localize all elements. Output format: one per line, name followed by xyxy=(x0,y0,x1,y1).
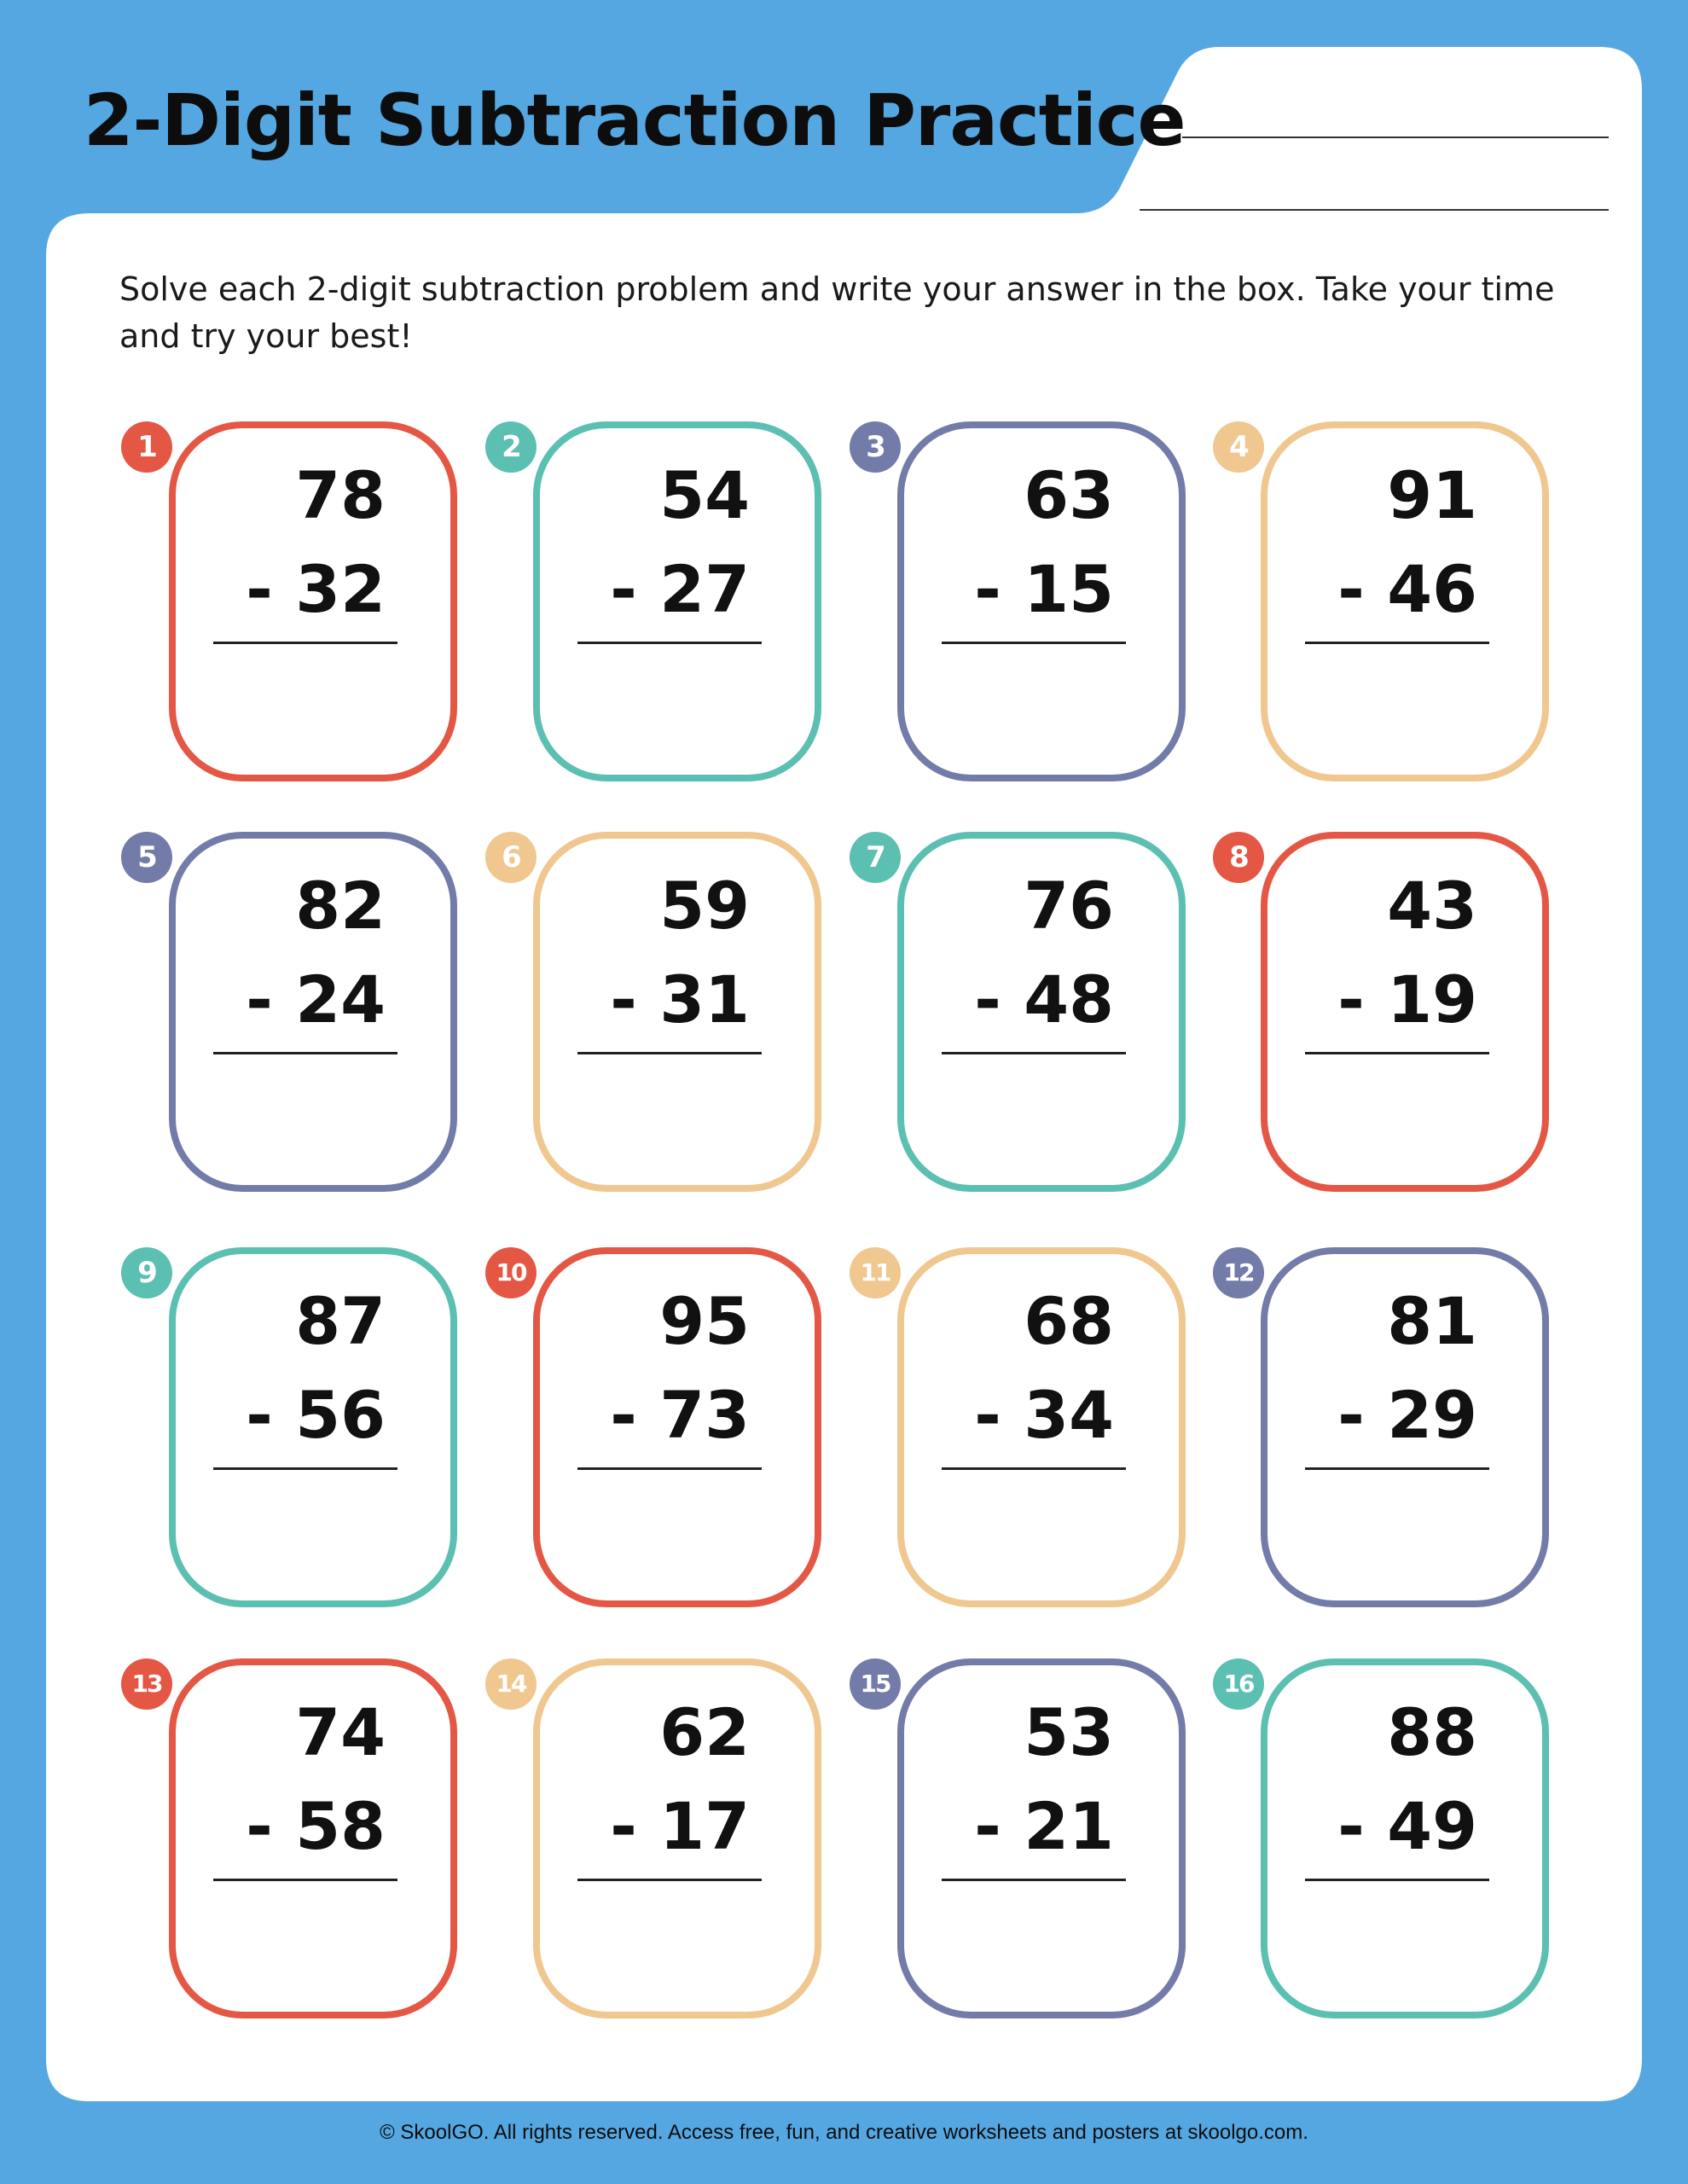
problem-15 xyxy=(850,1658,1215,2025)
page-title: 2-Digit Subtraction Practice xyxy=(84,78,1186,162)
subtrahend: - 46 xyxy=(1337,551,1477,627)
answer-rule xyxy=(1305,1467,1489,1470)
problem-number-badge: 5 xyxy=(121,832,172,883)
problem-number-badge: 2 xyxy=(485,421,537,473)
problem-11 xyxy=(850,1247,1215,1614)
problem-number-badge: 4 xyxy=(1213,421,1264,473)
subtrahend: - 29 xyxy=(1337,1377,1477,1453)
problem-13 xyxy=(121,1658,486,2025)
minuend: 62 xyxy=(659,1694,750,1770)
subtrahend: - 31 xyxy=(610,961,750,1037)
answer-rule xyxy=(577,1467,762,1470)
minuend: 78 xyxy=(295,457,386,533)
minuend: 63 xyxy=(1024,457,1114,533)
problem-1 xyxy=(121,421,486,788)
answer-rule xyxy=(1305,642,1489,644)
problem-6 xyxy=(485,832,850,1199)
answer-rule xyxy=(1305,1052,1489,1054)
minuend: 88 xyxy=(1387,1694,1477,1770)
problem-number-badge: 1 xyxy=(121,421,172,473)
subtrahend: - 17 xyxy=(610,1788,750,1864)
problem-16 xyxy=(1213,1658,1578,2025)
subtrahend: - 49 xyxy=(1337,1788,1477,1864)
subtrahend: - 34 xyxy=(974,1377,1114,1453)
problem-number-badge: 8 xyxy=(1213,832,1264,883)
instructions: Solve each 2-digit subtraction problem and write your answer in the box. Take your time and try your best! xyxy=(119,270,1555,355)
subtrahend: - 21 xyxy=(974,1788,1114,1864)
answer-rule xyxy=(1305,1879,1489,1881)
answer-rule xyxy=(577,1052,762,1054)
answer-rule xyxy=(213,642,397,644)
minuend: 87 xyxy=(295,1283,386,1359)
subtrahend: - 24 xyxy=(246,961,386,1037)
minuend: 68 xyxy=(1024,1283,1114,1359)
problem-4 xyxy=(1213,421,1578,788)
subtrahend: - 73 xyxy=(610,1377,750,1453)
subtrahend: - 19 xyxy=(1337,961,1477,1037)
problem-3 xyxy=(850,421,1215,788)
problem-9 xyxy=(121,1247,486,1614)
minuend: 53 xyxy=(1024,1694,1114,1770)
problem-number-badge: 6 xyxy=(485,832,537,883)
date-line[interactable] xyxy=(1140,209,1609,211)
problem-number-badge: 11 xyxy=(850,1247,901,1298)
subtrahend: - 32 xyxy=(246,551,386,627)
answer-rule xyxy=(213,1879,397,1881)
minuend: 82 xyxy=(295,868,386,944)
problem-14 xyxy=(485,1658,850,2025)
problem-number-badge: 7 xyxy=(850,832,901,883)
problem-2 xyxy=(485,421,850,788)
answer-rule xyxy=(942,1467,1126,1470)
minuend: 74 xyxy=(295,1694,386,1770)
problem-number-badge: 9 xyxy=(121,1247,172,1298)
problem-number-badge: 13 xyxy=(121,1658,172,1710)
subtrahend: - 48 xyxy=(974,961,1114,1037)
problem-number-badge: 12 xyxy=(1213,1247,1264,1298)
name-line[interactable] xyxy=(1182,136,1609,138)
footer-copyright: © SkoolGO. All rights reserved. Access free, fun, and creative worksheets and posters at skoolgo.com. xyxy=(380,2121,1308,2144)
problem-10 xyxy=(485,1247,850,1614)
minuend: 43 xyxy=(1387,868,1477,944)
answer-rule xyxy=(942,1879,1126,1881)
minuend: 76 xyxy=(1024,868,1114,944)
answer-rule xyxy=(942,642,1126,644)
subtrahend: - 27 xyxy=(610,551,750,627)
problem-7 xyxy=(850,832,1215,1199)
minuend: 54 xyxy=(659,457,750,533)
answer-rule xyxy=(942,1052,1126,1054)
minuend: 95 xyxy=(659,1283,750,1359)
subtrahend: - 15 xyxy=(974,551,1114,627)
problem-12 xyxy=(1213,1247,1578,1614)
problem-5 xyxy=(121,832,486,1199)
answer-rule xyxy=(577,642,762,644)
problem-8 xyxy=(1213,832,1578,1199)
problem-number-badge: 14 xyxy=(485,1658,537,1710)
problem-number-badge: 10 xyxy=(485,1247,537,1298)
problem-number-badge: 3 xyxy=(850,421,901,473)
answer-rule xyxy=(213,1467,397,1470)
problem-number-badge: 16 xyxy=(1213,1658,1264,1710)
subtrahend: - 56 xyxy=(246,1377,386,1453)
problem-number-badge: 15 xyxy=(850,1658,901,1710)
answer-rule xyxy=(577,1879,762,1881)
answer-rule xyxy=(213,1052,397,1054)
minuend: 59 xyxy=(659,868,750,944)
subtrahend: - 58 xyxy=(246,1788,386,1864)
minuend: 91 xyxy=(1387,457,1477,533)
minuend: 81 xyxy=(1387,1283,1477,1359)
